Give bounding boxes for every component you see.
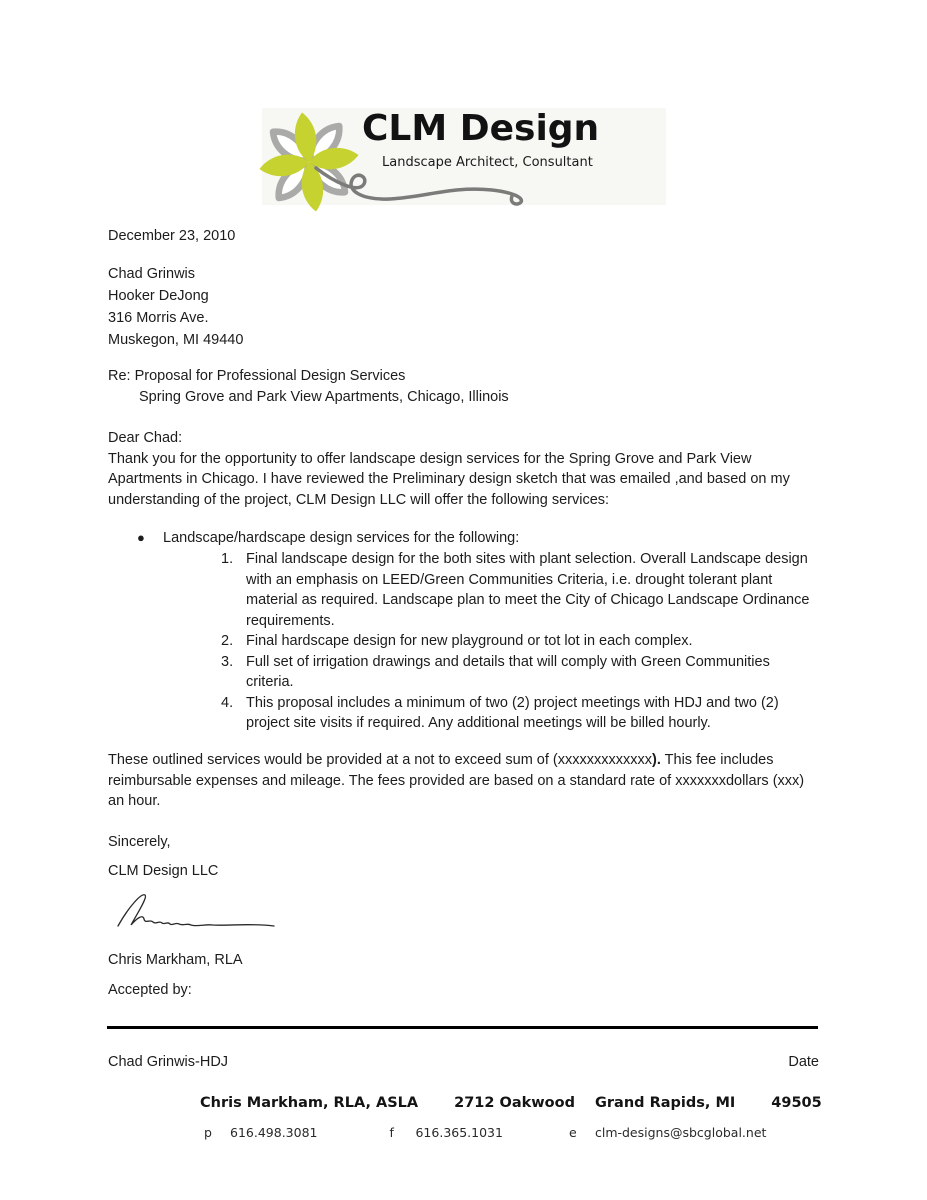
list-item-text: Final hardscape design for new playground or tot lot in each complex. — [246, 633, 693, 649]
footer-street: 2712 Oakwood — [454, 1095, 575, 1111]
list-item-text: Full set of irrigation drawings and details that will comply with Green Communities criteria. — [246, 653, 770, 690]
accepted-by-label: Accepted by: — [108, 982, 192, 998]
list-item — [221, 693, 825, 734]
services-bullet-row — [137, 528, 519, 549]
phone-number: 616.498.3081 — [230, 1125, 318, 1140]
footer-email-pair — [569, 1125, 766, 1140]
acceptance-date-label: Date — [788, 1054, 819, 1070]
company-logo — [262, 108, 666, 205]
services-bullet-text: Landscape/hardscape design services for the following: — [163, 530, 520, 546]
re-subject-block — [108, 366, 509, 408]
re-line-1: Re: Proposal for Professional Design Services — [108, 368, 406, 384]
fees-paragraph — [108, 750, 824, 812]
fax-number: 616.365.1031 — [415, 1125, 503, 1140]
bullet-icon: ● — [137, 530, 145, 545]
recipient-city: Muskegon, MI 49440 — [108, 332, 244, 348]
re-line-2: Spring Grove and Park View Apartments, Chicago, Illinois — [139, 389, 509, 405]
handwritten-signature — [112, 888, 280, 936]
company-name: CLM Design LLC — [108, 863, 219, 879]
swirl-flourish-icon — [314, 166, 554, 208]
recipient-address-block — [108, 263, 243, 351]
list-item-number: 3. — [221, 653, 234, 670]
closing: Sincerely, — [108, 834, 171, 850]
footer-city: Grand Rapids, MI — [594, 1095, 736, 1111]
list-item-number: 4. — [221, 694, 234, 711]
intro-paragraph-block — [108, 428, 824, 510]
fees-text-bold: ). — [652, 752, 661, 768]
list-item-number: 2. — [221, 633, 234, 649]
letter-date: December 23, 2010 — [108, 228, 236, 244]
salutation: Dear Chad: — [108, 430, 183, 446]
logo-tagline: Landscape Architect, Consultant — [382, 155, 593, 170]
acceptance-name: Chad Grinwis-HDJ — [108, 1054, 229, 1070]
footer-phone-line — [204, 1125, 766, 1140]
list-item — [221, 631, 825, 652]
services-numbered-list — [221, 549, 825, 734]
footer-fax-pair — [389, 1125, 502, 1140]
recipient-company: Hooker DeJong — [108, 288, 209, 304]
signer-name: Chris Markham, RLA — [108, 952, 243, 968]
email-label: e — [568, 1125, 577, 1140]
fax-label: f — [389, 1125, 394, 1140]
email-address: clm-designs@sbcglobal.net — [594, 1125, 767, 1140]
intro-paragraph: Thank you for the opportunity to offer landscape design services for the Spring Grove and Park View Apartments in Chicago. I have reviewed the Preliminary design sketch that was emailed ,and based on my understanding of the project, CLM Design LLC will offer the following services: — [108, 450, 790, 508]
footer-zip: 49505 — [771, 1095, 822, 1111]
recipient-name: Chad Grinwis — [108, 266, 196, 282]
footer-phone-pair — [204, 1125, 317, 1140]
list-item — [221, 549, 825, 631]
list-item-text: This proposal includes a minimum of two (2) project meetings with HDJ and two (2) project site visits if required. Any additional meetings will be billed hourly. — [246, 694, 779, 731]
footer-contact-line — [200, 1095, 822, 1111]
recipient-street: 316 Morris Ave. — [108, 310, 209, 326]
list-item-text: Final landscape design for the both sites with plant selection. Overall Landscape design with an emphasis on LEED/Green Communities Criteria, i.e. drought tolerant plant material as required. Landscape plan to meet the City of Chicago Landscape Ordinance requirements. — [246, 551, 810, 629]
fees-text-after: This fee includes reimbursable expenses and mileage. The fees provided are based on a standard rate of xxxxxxxdollars (xxx) an hour. — [108, 752, 805, 809]
acceptance-row — [108, 1052, 819, 1073]
list-item-number: 1. — [221, 551, 234, 567]
footer-name: Chris Markham, RLA, ASLA — [200, 1095, 419, 1111]
phone-label: p — [204, 1125, 212, 1140]
fees-text-before: These outlined services would be provided at a not to exceed sum of (xxxxxxxxxxxxx — [108, 752, 653, 768]
acceptance-signature-line — [107, 1026, 818, 1029]
logo-company-name: CLM Design — [362, 108, 600, 149]
list-item — [221, 652, 825, 693]
